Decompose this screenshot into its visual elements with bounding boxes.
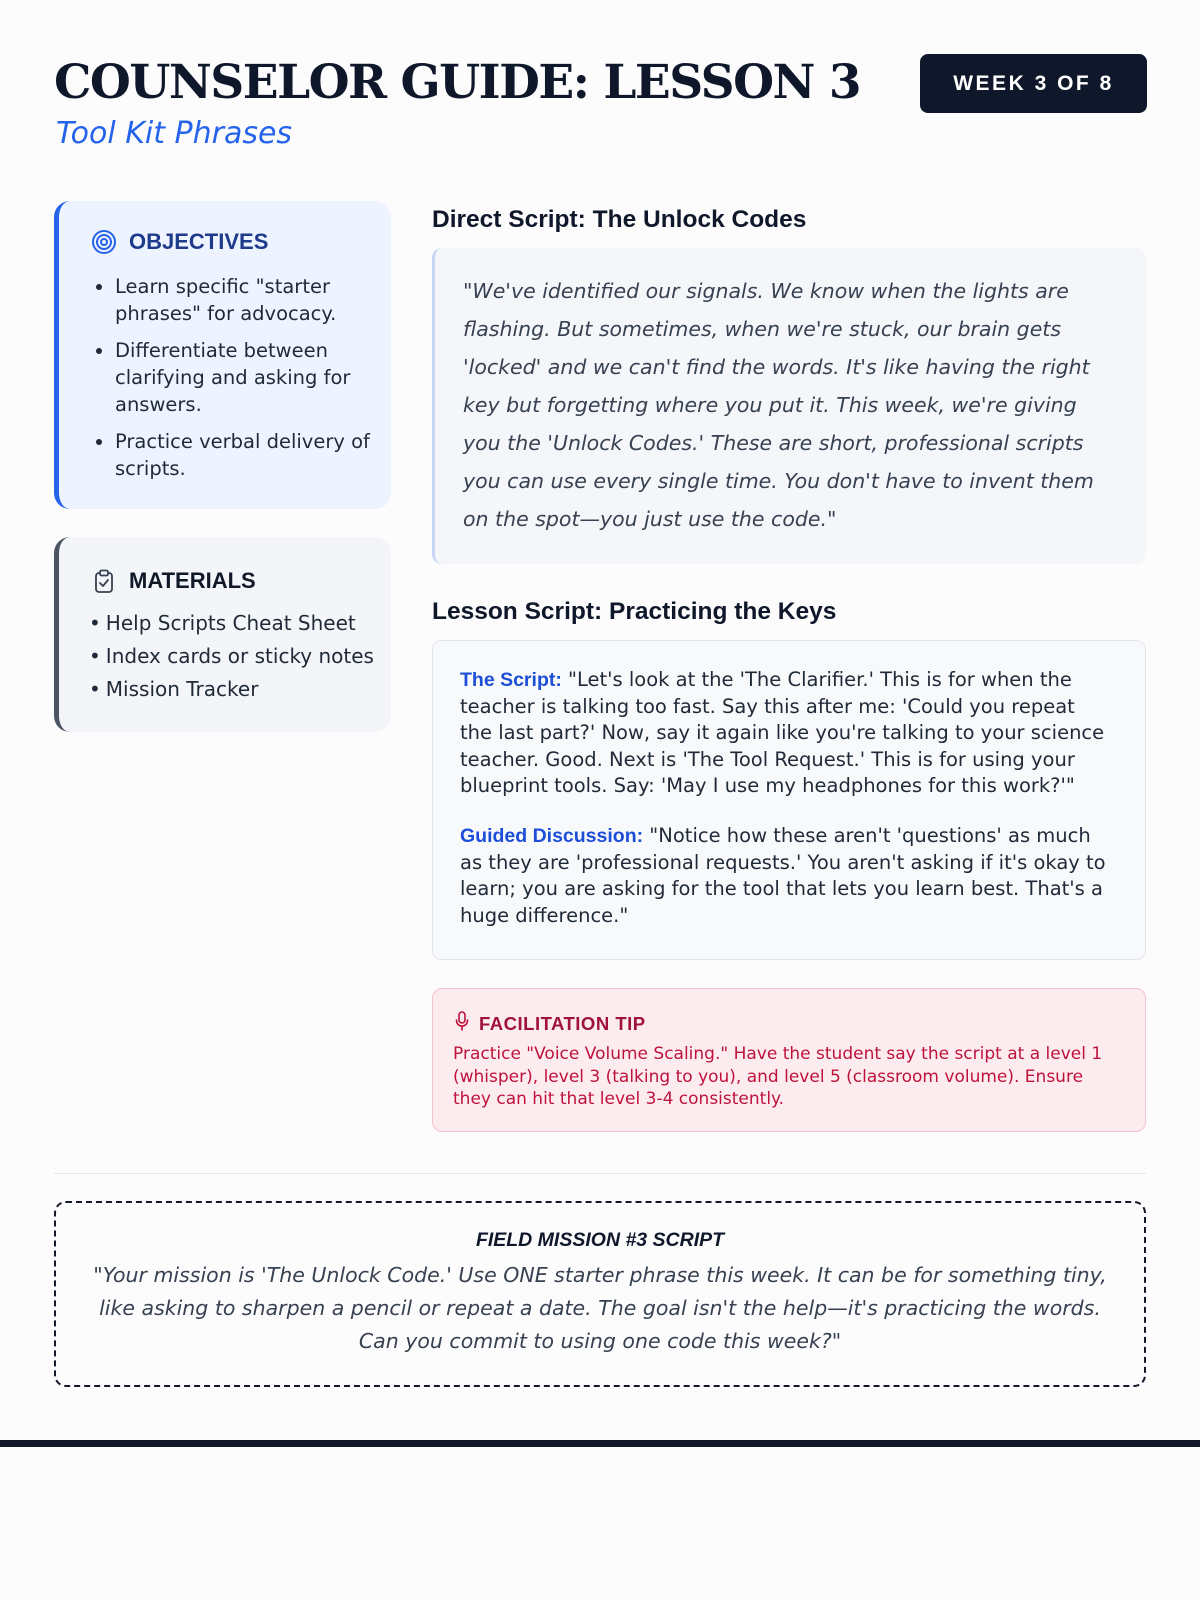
objectives-header bbox=[91, 227, 268, 257]
discussion-paragraph bbox=[460, 823, 1110, 929]
materials-header bbox=[91, 566, 256, 596]
script-text: "Let's look at the 'The Clarifier.' This is for when the teacher is talking too fast. Say this after me: 'Could you repeat the last part?' Now, say it again like you're talking to your science teacher. Good. Next is 'The Tool Request.' This is for using your blueprint tools. Say: 'May I use my headphones for this work?'" bbox=[460, 668, 1105, 797]
facilitation-tip-heading: FACILITATION TIP bbox=[479, 1013, 646, 1034]
week-badge: WEEK 3 OF 8 bbox=[920, 54, 1147, 113]
facilitation-tip-box bbox=[432, 988, 1146, 1132]
lesson-script-heading: Lesson Script: Practicing the Keys bbox=[432, 598, 837, 625]
materials-heading: MATERIALS bbox=[129, 568, 256, 593]
facilitation-tip-header bbox=[455, 1011, 646, 1037]
direct-script-quote: "We've identified our signals. We know when the lights are flashing. But sometimes, when we're stuck, our brain gets 'locked' and we can't find the words. It's like having the right key but forgetting where you put it. This week, we're giving you the 'Unlock Codes.' These are short, professional scripts you can use every single time. You don't have to invent them on the spot—you just use the code." bbox=[463, 279, 1094, 531]
objectives-list bbox=[89, 273, 395, 492]
section-divider bbox=[54, 1173, 1146, 1174]
microphone-icon bbox=[455, 1011, 469, 1037]
script-paragraph bbox=[460, 667, 1110, 800]
lesson-script-box bbox=[432, 640, 1146, 960]
material-item: • Index cards or sticky notes bbox=[89, 640, 374, 673]
bottom-rule bbox=[0, 1440, 1200, 1447]
material-item: • Help Scripts Cheat Sheet bbox=[89, 607, 374, 640]
discussion-text: "Notice how these aren't 'questions' as much as they are 'professional requests.' You aren't asking if it's okay to learn; you are asking for the tool that lets you learn best. That's a huge difference." bbox=[460, 824, 1106, 927]
target-icon bbox=[91, 229, 117, 255]
objectives-heading: OBJECTIVES bbox=[129, 229, 269, 254]
objective-item: • Differentiate between clarifying and asking for answers. bbox=[115, 337, 395, 418]
script-label: The Script: bbox=[460, 669, 562, 691]
objective-item: • Learn specific "starter phrases" for advocacy. bbox=[115, 273, 395, 327]
direct-script-heading: Direct Script: The Unlock Codes bbox=[432, 206, 807, 233]
discussion-label: Guided Discussion: bbox=[460, 825, 644, 847]
field-mission-text: "Your mission is 'The Unlock Code.' Use ONE starter phrase this week. It can be for something tiny, like asking to sharpen a pencil or repeat a date. The goal isn't the help—it's practicing the words. Can you commit to using one code this week?" bbox=[93, 1263, 1107, 1353]
page-subtitle: Tool Kit Phrases bbox=[56, 116, 293, 151]
field-mission-title: FIELD MISSION #3 SCRIPT bbox=[475, 1229, 725, 1251]
field-mission-box bbox=[54, 1201, 1146, 1387]
objective-item: • Practice verbal delivery of scripts. bbox=[115, 428, 395, 482]
objectives-card bbox=[54, 201, 391, 509]
material-item: • Mission Tracker bbox=[89, 673, 374, 706]
clipboard-check-icon bbox=[91, 568, 117, 594]
materials-list bbox=[89, 607, 374, 706]
direct-script-quote-box bbox=[432, 248, 1146, 564]
facilitation-tip-text: Practice "Voice Volume Scaling." Have the student say the script at a level 1 (whisper), level 3 (talking to you), and level 5 (classroom volume). Ensure they can hit that level 3-4 consistently. bbox=[453, 1044, 1103, 1109]
page-title: COUNSELOR GUIDE: LESSON 3 bbox=[54, 55, 861, 110]
materials-card bbox=[54, 537, 391, 732]
